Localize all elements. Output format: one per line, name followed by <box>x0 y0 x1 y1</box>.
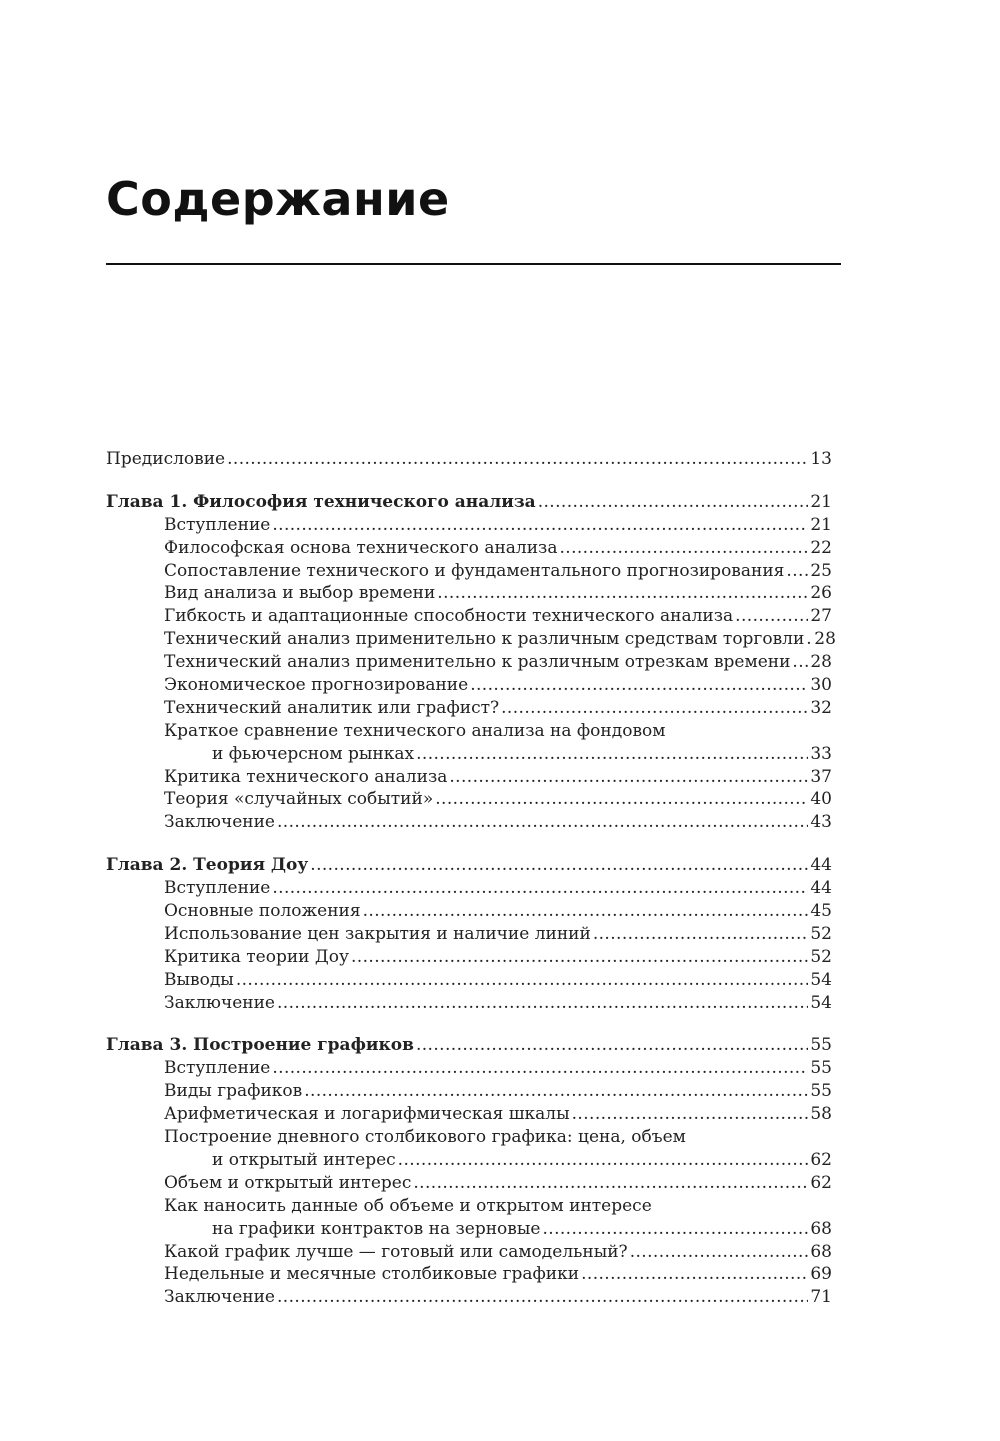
toc-entry-title: Глава 3. Построение графиков <box>106 1035 414 1056</box>
dot-leader <box>277 811 808 834</box>
toc-page-number: 54 <box>810 969 832 990</box>
toc-entry-title: Гибкость и адаптационные способности технического анализа <box>164 606 734 627</box>
chapter-spacer <box>106 834 832 854</box>
toc-entry[interactable] <box>106 1286 832 1309</box>
dot-leader <box>272 1057 808 1080</box>
toc-entry[interactable] <box>106 1149 832 1172</box>
toc-entry-title: Выводы <box>164 969 234 990</box>
dot-leader <box>501 697 808 720</box>
toc-entry-title: Сопоставление технического и фундаментального прогнозирования <box>164 560 785 581</box>
dot-leader <box>572 1103 809 1126</box>
toc-entry[interactable] <box>106 900 832 923</box>
toc-entry[interactable] <box>106 766 832 789</box>
toc-page-number: 55 <box>810 1035 832 1056</box>
dot-leader <box>416 743 808 766</box>
chapter-spacer <box>106 471 832 491</box>
dot-leader <box>277 1286 808 1309</box>
toc-entry[interactable] <box>106 811 832 834</box>
toc-entry[interactable] <box>106 969 832 992</box>
dot-leader <box>363 900 809 923</box>
toc-page-number: 37 <box>810 766 832 787</box>
toc-entry[interactable] <box>106 946 832 969</box>
toc-entry-title: Виды графиков <box>164 1081 303 1102</box>
dot-leader <box>272 514 808 537</box>
toc-entry-title: Заключение <box>164 992 275 1013</box>
toc-entry-title: Вид анализа и выбор времени <box>164 583 436 604</box>
dot-leader <box>538 491 809 514</box>
toc-entry-title: Арифметическая и логарифмическая шкалы <box>164 1104 570 1125</box>
toc-entry-title: Технический аналитик или графист? <box>164 697 500 718</box>
toc-chapter-heading[interactable] <box>106 491 832 514</box>
toc-chapter-heading[interactable] <box>106 1034 832 1057</box>
dot-leader <box>416 1034 808 1057</box>
chapter-spacer <box>106 1014 832 1034</box>
toc-entry[interactable] <box>106 651 832 674</box>
toc-entry[interactable] <box>106 674 832 697</box>
dot-leader <box>437 582 808 605</box>
dot-leader <box>470 674 808 697</box>
dot-leader <box>792 651 808 674</box>
dot-leader <box>786 560 808 583</box>
toc-page-number: 44 <box>810 878 832 899</box>
toc-page-number: 28 <box>810 652 832 673</box>
toc-entry[interactable] <box>106 514 832 537</box>
page-title: Содержание <box>106 172 450 226</box>
toc-entry-title: Недельные и месячные столбиковые графики <box>164 1264 580 1285</box>
toc-chapter-heading[interactable] <box>106 854 832 877</box>
toc-entry[interactable] <box>106 537 832 560</box>
toc-entry-title: Основные положения <box>164 901 361 922</box>
toc-entry-title: Заключение <box>164 1287 275 1308</box>
toc-page-number: 21 <box>810 491 832 512</box>
toc-page-number: 28 <box>814 629 836 650</box>
dot-leader <box>304 1080 808 1103</box>
toc-entry-title: Теория «случайных событий» <box>164 789 434 810</box>
toc-entry-title: и фьючерсном рынках <box>212 743 415 764</box>
toc-entry-title: Вступление <box>164 878 271 899</box>
dot-leader <box>398 1149 809 1172</box>
toc-entry-title-line: Краткое сравнение технического анализа на фондовом <box>164 720 666 741</box>
toc-page-number: 25 <box>810 560 832 581</box>
toc-entry-title: Философская основа технического анализа <box>164 537 558 558</box>
toc-entry[interactable] <box>106 1080 832 1103</box>
dot-leader <box>310 854 808 877</box>
toc-page-number: 33 <box>810 743 832 764</box>
toc-page-number: 68 <box>810 1218 832 1239</box>
dot-leader <box>806 628 812 651</box>
toc-entry-title: на графики контрактов на зерновые <box>212 1218 541 1239</box>
toc-page-number: 62 <box>810 1172 832 1193</box>
toc-page-number: 62 <box>810 1149 832 1170</box>
toc-entry[interactable] <box>106 582 832 605</box>
toc-entry[interactable] <box>106 1218 832 1241</box>
toc-entry-title: Критика технического анализа <box>164 766 448 787</box>
toc-entry-title: Объем и открытый интерес <box>164 1172 412 1193</box>
toc-page-number: 52 <box>810 923 832 944</box>
dot-leader <box>559 537 808 560</box>
dot-leader <box>413 1172 808 1195</box>
toc-entry-title: Предисловие <box>106 449 226 469</box>
toc-page-number: 43 <box>810 812 832 833</box>
toc-page-number: 68 <box>810 1241 832 1262</box>
dot-leader <box>449 766 808 789</box>
toc-entry-title: Глава 2. Теория Доу <box>106 855 309 876</box>
toc-entry-title: Заключение <box>164 812 275 833</box>
dot-leader <box>227 448 808 471</box>
toc-page-number: 55 <box>810 1058 832 1079</box>
toc-page-number: 45 <box>810 901 832 922</box>
toc-entry[interactable] <box>106 1263 832 1286</box>
toc-page-number: 30 <box>810 675 832 696</box>
toc-entry[interactable] <box>106 1103 832 1126</box>
toc-entry[interactable] <box>106 605 832 628</box>
toc-page-number: 40 <box>810 789 832 810</box>
toc-page-number: 13 <box>810 449 832 469</box>
toc-entry[interactable] <box>106 923 832 946</box>
toc-entry[interactable] <box>106 877 832 900</box>
dot-leader <box>581 1263 808 1286</box>
toc-entry-title-line: Как наносить данные об объеме и открытом интересе <box>164 1195 652 1216</box>
toc-entry-title: Какой график лучше — готовый или самодельный? <box>164 1241 628 1262</box>
dot-leader <box>542 1218 808 1241</box>
toc-page-number: 21 <box>810 514 832 535</box>
toc-entry-title: Вступление <box>164 1058 271 1079</box>
toc-entry[interactable] <box>106 628 836 651</box>
toc-page-number: 52 <box>810 946 832 967</box>
toc-entry[interactable] <box>106 992 832 1015</box>
toc-entry-title: Экономическое прогнозирование <box>164 675 469 696</box>
toc-page-number: 54 <box>810 992 832 1013</box>
toc-entry[interactable] <box>106 560 832 583</box>
dot-leader <box>351 946 808 969</box>
dot-leader <box>630 1241 809 1264</box>
dot-leader <box>236 969 809 992</box>
toc-entry[interactable] <box>106 1172 832 1195</box>
toc-entry-title: Использование цен закрытия и наличие линий <box>164 923 591 944</box>
toc-page-number: 22 <box>810 537 832 558</box>
toc-entry-title: Глава 1. Философия технического анализа <box>106 491 536 512</box>
toc-entry-title: Технический анализ применительно к различным средствам торговли <box>164 629 805 650</box>
toc-page-number: 69 <box>810 1264 832 1285</box>
title-divider <box>106 263 841 265</box>
toc-entry[interactable] <box>106 788 832 811</box>
toc-page-number: 27 <box>810 606 832 627</box>
toc-page-number: 55 <box>810 1081 832 1102</box>
dot-leader <box>735 605 808 628</box>
toc-entry[interactable] <box>106 1057 832 1080</box>
toc-page-number: 71 <box>810 1287 832 1308</box>
dot-leader <box>272 877 808 900</box>
toc-page-number: 32 <box>810 697 832 718</box>
toc-page-number: 58 <box>810 1104 832 1125</box>
toc-page-number: 44 <box>810 855 832 876</box>
toc-entry-title-line: Построение дневного столбикового графика: цена, объем <box>164 1127 686 1148</box>
table-of-contents <box>106 448 836 1309</box>
toc-entry[interactable] <box>106 743 832 766</box>
dot-leader <box>435 788 808 811</box>
toc-entry[interactable] <box>106 1241 832 1264</box>
dot-leader <box>593 923 809 946</box>
toc-entry-title: Технический анализ применительно к различным отрезкам времени <box>164 652 791 673</box>
toc-entry[interactable] <box>106 697 832 720</box>
dot-leader <box>277 992 808 1015</box>
toc-page-number: 26 <box>810 583 832 604</box>
toc-entry-title: и открытый интерес <box>212 1149 396 1170</box>
toc-entry-preface[interactable] <box>106 448 832 471</box>
toc-entry-title: Критика теории Доу <box>164 946 349 967</box>
toc-entry-title: Вступление <box>164 514 271 535</box>
